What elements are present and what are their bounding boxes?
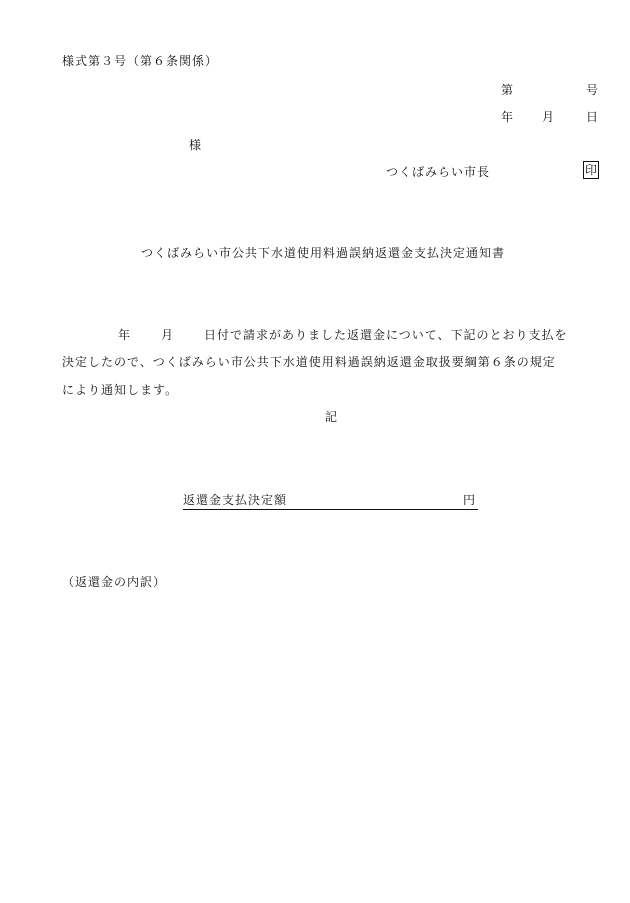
body-year-label: 年: [118, 328, 132, 342]
sender-name: つくばみらい市長: [386, 165, 491, 179]
date-year-label: 年: [501, 110, 515, 124]
body-line-1-text: 日付で請求がありました返還金について、下記のとおり支払を: [204, 328, 568, 342]
body-line-3: により通知します。: [62, 383, 179, 397]
seal-stamp: 印: [585, 163, 598, 177]
date-day-label: 日: [586, 110, 600, 124]
amount-line: [183, 492, 478, 510]
breakdown-heading: （返還金の内訳）: [62, 575, 167, 589]
ki-label: 記: [325, 410, 339, 424]
document-title: つくばみらい市公共下水道使用料過誤納返還金支払決定通知書: [141, 246, 506, 260]
number-prefix: 第: [501, 83, 515, 97]
form-label: 様式第３号（第６条関係）: [62, 54, 219, 68]
addressee-suffix: 様: [189, 138, 203, 152]
body-line-1: [62, 327, 598, 343]
body-month-label: 月: [161, 328, 175, 342]
number-suffix: 号: [586, 83, 600, 97]
date-month-label: 月: [542, 110, 556, 124]
amount-unit: 円: [462, 493, 476, 507]
amount-label: 返還金支払決定額: [183, 493, 288, 507]
body-line-2: 決定したので、つくばみらい市公共下水道使用料過誤納返還金取扱要綱第６条の規定: [62, 355, 556, 369]
